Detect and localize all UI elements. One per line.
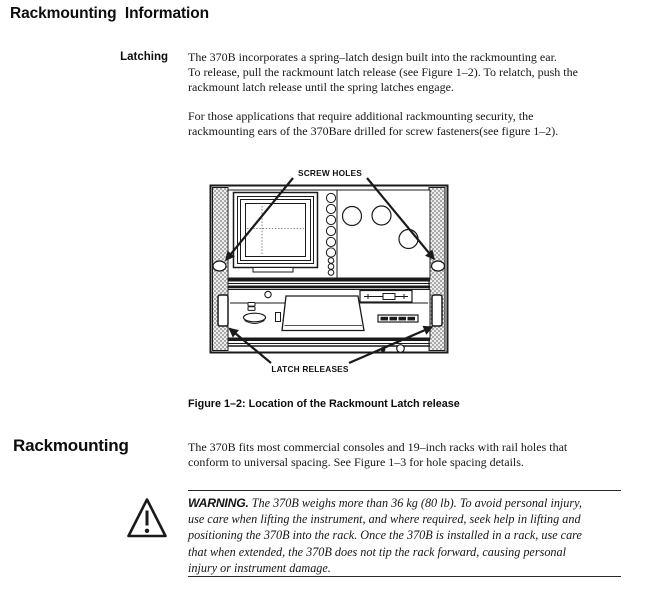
warning-label: WARNING. xyxy=(188,496,249,510)
text-line: rackmount latch release until the spring latches engage. xyxy=(188,80,454,95)
rackmounting-section-heading: Rackmounting xyxy=(13,436,129,455)
right-latch-release xyxy=(432,295,442,326)
text-line: For those applications that require additional rackmounting security, the xyxy=(188,109,534,123)
text-line: rackmounting ears of the 370Bare drilled for screw fasteners(see figure 1–2). xyxy=(188,124,559,139)
knob xyxy=(372,206,391,225)
figure-1-2-drawing xyxy=(195,163,465,375)
latching-paragraph-2 xyxy=(188,109,558,139)
latching-section-heading: Latching xyxy=(120,51,168,63)
power-button xyxy=(397,345,405,353)
floppy-drive xyxy=(360,291,412,303)
button-row xyxy=(378,315,418,322)
right-screw-hole xyxy=(432,261,445,271)
text-line: positioning the 370B into the rack. Once the 370B is installed in a rack, use care xyxy=(188,528,582,543)
left-screw-hole xyxy=(213,261,226,271)
warning-block xyxy=(188,490,621,577)
latch-releases-label: LATCH RELEASES xyxy=(271,364,349,374)
crt-display xyxy=(234,193,318,273)
screw-holes-label: SCREW HOLES xyxy=(298,168,362,178)
text-line: WARNING. The 370B weighs more than 36 kg (80 lb). To avoid personal injury, xyxy=(188,496,582,510)
connector-block xyxy=(248,303,255,311)
text-line: The 370B fits most commercial consoles and 19–inch racks with rail holes that xyxy=(188,440,568,454)
text-line: conform to universal spacing. See Figure 1–3 for hole spacing details. xyxy=(188,455,524,470)
lower-bay xyxy=(228,290,430,339)
page-title: Rackmounting Information xyxy=(10,5,210,22)
text-line: that when extended, the 370B does not tip the rack forward, causing personal xyxy=(188,544,566,559)
text-line: use care when lifting the instrument, and where required, seek help in lifting and xyxy=(188,512,581,527)
warning-triangle-icon xyxy=(126,496,168,540)
knob xyxy=(399,230,418,249)
left-latch-release xyxy=(218,295,228,326)
text-line: To release, pull the rackmount latch release (see Figure 1–2). To relatch, push the xyxy=(188,65,578,80)
panel-trim-bands xyxy=(228,278,430,288)
pullout-hood xyxy=(282,296,364,331)
knob xyxy=(343,207,362,226)
crt-stand xyxy=(253,268,293,273)
toggle-switch xyxy=(276,313,281,322)
rackmounting-paragraph xyxy=(188,440,567,470)
latching-paragraph-1 xyxy=(188,50,578,96)
text-line: injury or instrument damage. xyxy=(188,560,331,575)
text-line: The 370B incorporates a spring–latch design built into the rackmounting ear. xyxy=(188,50,557,64)
figure-caption: Figure 1–2: Location of the Rackmount Latch release xyxy=(188,398,460,410)
small-button xyxy=(265,291,271,297)
oval-knob xyxy=(244,313,266,323)
